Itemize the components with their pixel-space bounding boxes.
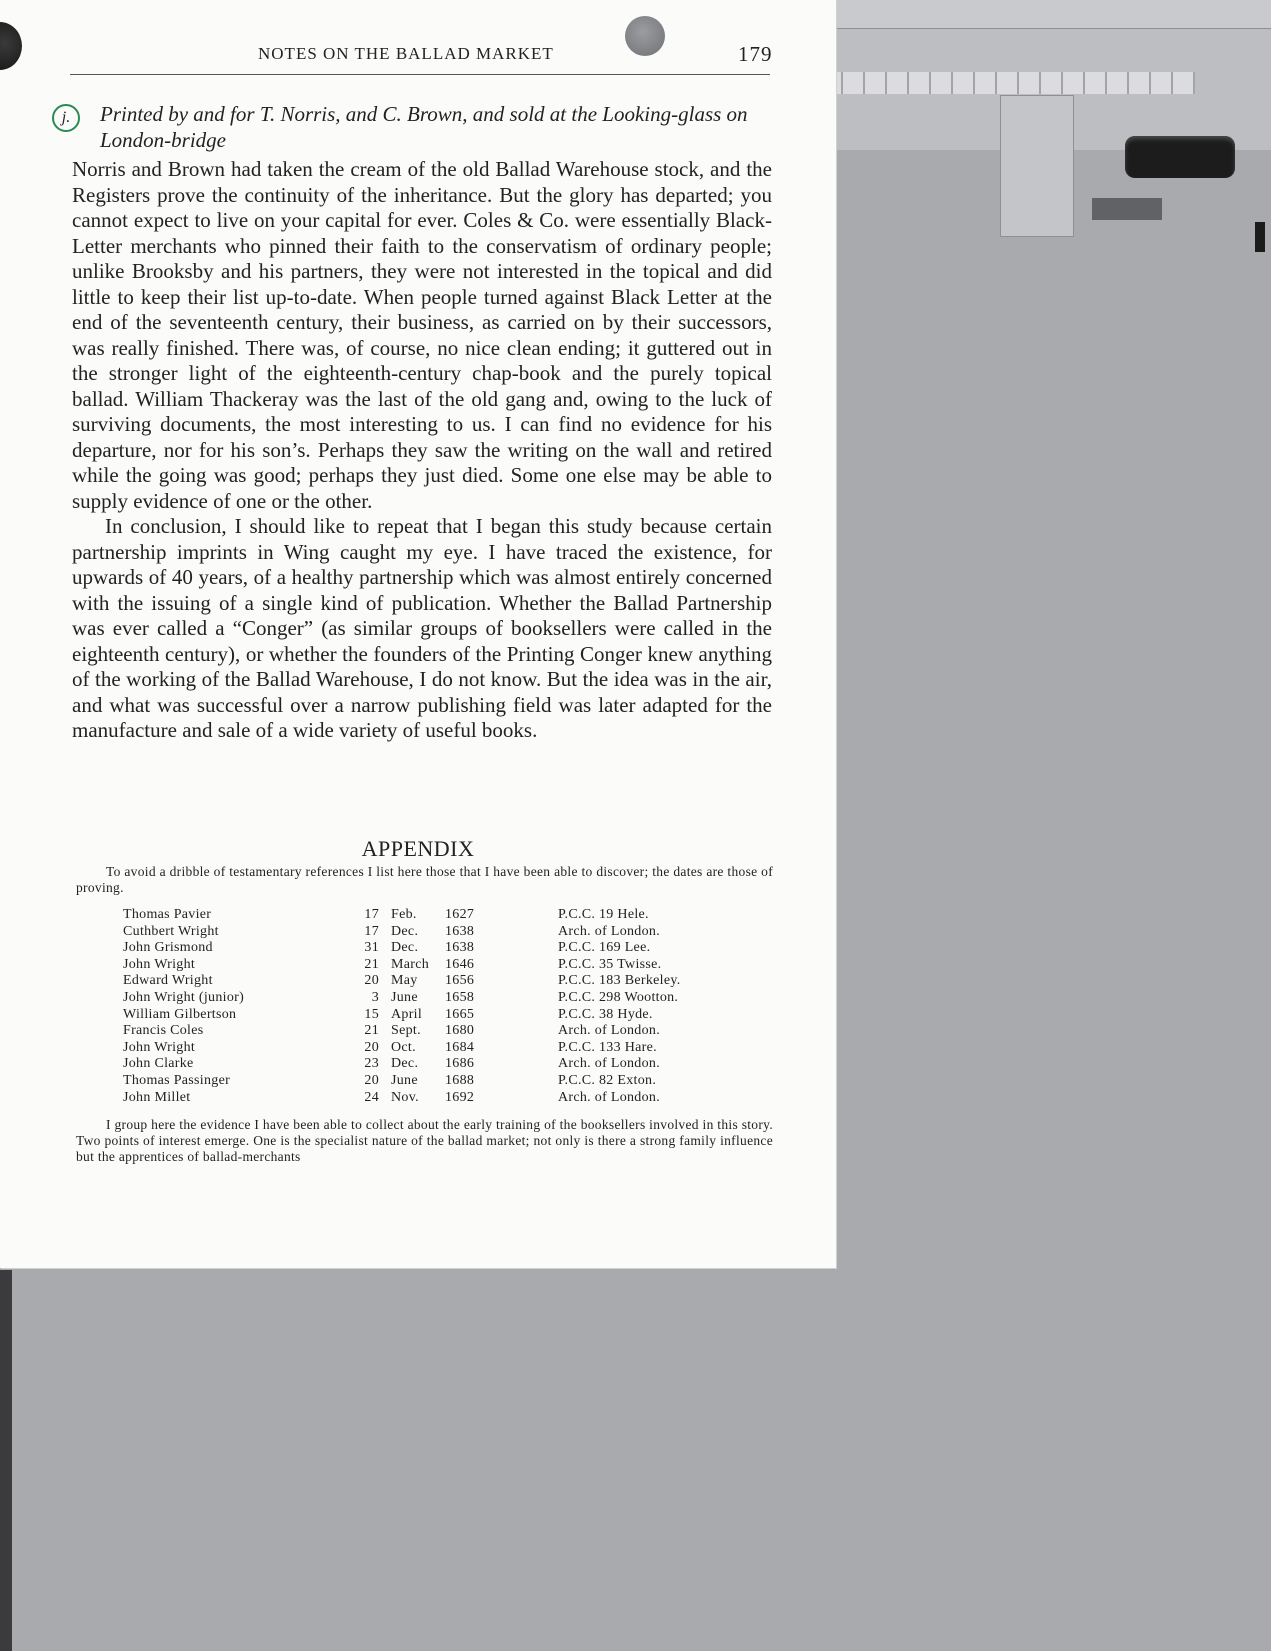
will-day: 17 bbox=[364, 923, 379, 939]
imprint-text: Printed by and for T. Norris, and C. Brown, and sold at the Looking-glass on London-bridge bbox=[100, 102, 748, 152]
will-day: 24 bbox=[364, 1089, 379, 1105]
will-row bbox=[123, 957, 743, 974]
scanner-side-mark bbox=[1255, 222, 1265, 252]
will-day: 21 bbox=[364, 1023, 379, 1039]
running-head-title: NOTES ON THE BALLAD MARKET bbox=[258, 44, 554, 63]
will-name: William Gilbertson bbox=[123, 1006, 237, 1022]
appendix-intro-text: To avoid a dribble of testamentary references I list here those that I have been able to discover; the dates are those of proving. bbox=[76, 864, 773, 895]
will-reference: P.C.C. 19 Hele. bbox=[558, 907, 649, 922]
will-reference: P.C.C. 298 Wootton. bbox=[558, 989, 679, 1005]
will-month: Feb. bbox=[391, 907, 417, 922]
body-text bbox=[72, 157, 772, 744]
scanner-rail-teeth bbox=[835, 72, 1195, 94]
will-month: Dec. bbox=[391, 1056, 419, 1072]
will-day: 3 bbox=[371, 989, 379, 1005]
will-day: 21 bbox=[364, 956, 379, 972]
will-row bbox=[123, 990, 743, 1007]
will-name: John Wright (junior) bbox=[123, 989, 245, 1005]
will-year: 1665 bbox=[445, 1006, 475, 1022]
item-marker: j. bbox=[52, 104, 80, 132]
will-month: Sept. bbox=[391, 1023, 421, 1039]
will-day: 31 bbox=[364, 940, 379, 956]
will-year: 1686 bbox=[445, 1056, 475, 1072]
will-row bbox=[123, 907, 743, 924]
will-month: Nov. bbox=[391, 1089, 419, 1105]
will-year: 1658 bbox=[445, 989, 475, 1005]
will-year: 1680 bbox=[445, 1023, 475, 1039]
scanner-roller bbox=[1125, 136, 1235, 178]
will-year: 1692 bbox=[445, 1089, 475, 1105]
will-reference: Arch. of London. bbox=[558, 923, 660, 939]
will-year: 1638 bbox=[445, 923, 475, 939]
will-month: April bbox=[391, 1006, 423, 1022]
will-row bbox=[123, 940, 743, 957]
will-month: June bbox=[391, 1072, 418, 1088]
will-day: 23 bbox=[364, 1056, 379, 1072]
wills-table bbox=[123, 907, 743, 1106]
will-month: Dec. bbox=[391, 940, 419, 956]
will-reference: P.C.C. 183 Berkeley. bbox=[558, 973, 681, 989]
page-number: 179 bbox=[738, 42, 773, 66]
will-row bbox=[123, 1056, 743, 1073]
will-name: John Clarke bbox=[123, 1056, 194, 1072]
will-month: Dec. bbox=[391, 923, 419, 939]
will-row bbox=[123, 1040, 743, 1057]
will-reference: P.C.C. 169 Lee. bbox=[558, 940, 651, 956]
will-year: 1627 bbox=[445, 907, 475, 922]
punch-hole-left bbox=[0, 22, 22, 70]
paragraph-2: In conclusion, I should like to repeat that I began this study because certain partnership imprints in Wing caught my eye. I have traced the existence, for upwards of 40 years, of a healthy partnership which was almost entirely concerned with the issuing of a single kind of publication. Whether the Ballad Partnership was ever called a “Conger” (as similar groups of booksellers were called in the eighteenth century), or whether the founders of the Printing Conger knew anything of the working of the Ballad Warehouse, I do not know. But the idea was in the air, and what was successful over a narrow publishing field was later adapted for the manufacture and sale of a wide variety of useful books. bbox=[72, 514, 772, 742]
scanner-rail bbox=[828, 0, 1271, 29]
will-month: May bbox=[391, 973, 418, 989]
will-name: Cuthbert Wright bbox=[123, 923, 219, 939]
will-reference: P.C.C. 35 Twisse. bbox=[558, 956, 662, 972]
will-row bbox=[123, 924, 743, 941]
will-day: 17 bbox=[364, 907, 379, 922]
punch-hole-top bbox=[625, 16, 665, 56]
will-reference: Arch. of London. bbox=[558, 1089, 660, 1105]
will-name: Francis Coles bbox=[123, 1023, 204, 1039]
will-row bbox=[123, 1023, 743, 1040]
scanner-latch bbox=[1092, 198, 1162, 220]
will-day: 20 bbox=[364, 1072, 379, 1088]
running-head-rule bbox=[70, 74, 770, 75]
will-name: John Grismond bbox=[123, 940, 213, 956]
will-row bbox=[123, 1007, 743, 1024]
appendix-closing-text: I group here the evidence I have been able to collect about the early training of the booksellers involved in this story. Two points of interest emerge. One is the specialist nature of the ballad market; not only is there a strong family influence but the apprentices of ballad-merchants bbox=[76, 1117, 773, 1164]
appendix-title: APPENDIX bbox=[361, 836, 475, 861]
will-name: John Wright bbox=[123, 956, 196, 972]
will-year: 1638 bbox=[445, 940, 475, 956]
will-name: Edward Wright bbox=[123, 973, 213, 989]
will-name: John Millet bbox=[123, 1089, 191, 1105]
will-day: 15 bbox=[364, 1006, 379, 1022]
will-name: Thomas Pavier bbox=[123, 907, 212, 922]
will-day: 20 bbox=[364, 1039, 379, 1055]
will-year: 1688 bbox=[445, 1072, 475, 1088]
will-reference: Arch. of London. bbox=[558, 1023, 660, 1039]
scanner-edge-shadow bbox=[0, 1270, 12, 1651]
will-month: June bbox=[391, 989, 418, 1005]
will-row bbox=[123, 973, 743, 990]
will-reference: P.C.C. 82 Exton. bbox=[558, 1072, 657, 1088]
will-day: 20 bbox=[364, 973, 379, 989]
will-month: March bbox=[391, 956, 430, 972]
will-reference: Arch. of London. bbox=[558, 1056, 660, 1072]
will-reference: P.C.C. 38 Hyde. bbox=[558, 1006, 653, 1022]
appendix-intro bbox=[76, 864, 773, 896]
will-row bbox=[123, 1073, 743, 1090]
will-year: 1646 bbox=[445, 956, 475, 972]
appendix-closing bbox=[76, 1117, 773, 1165]
paragraph-1: Norris and Brown had taken the cream of the old Ballad Warehouse stock, and the Registers prove the continuity of the inheritance. But the glory has departed; you cannot expect to live on your capital for ever. Coles & Co. were essentially Black-Letter merchants who pinned their faith to the conservatism of ordinary people; unlike Brooksby and his partners, they were not interested in the topical and did little to keep their list up-to-date. When people turned against Black Letter at the end of the seventeenth century, their business, as carried on by their successors, was really finished. There was, of course, no nice clean ending; it guttered out in the stronger light of the eighteenth-century chap-book and the purely topical ballad. William Thackeray was the last of the old gang and, owing to the luck of surviving documents, the most interesting to us. I can find no evidence for his departure, nor for his son’s. Perhaps they saw the writing on the wall and retired while the going was good; perhaps they just died. Some one else may be able to supply evidence of one or the other. bbox=[72, 157, 772, 513]
will-row bbox=[123, 1090, 743, 1107]
will-reference: P.C.C. 133 Hare. bbox=[558, 1039, 657, 1055]
will-name: John Wright bbox=[123, 1039, 196, 1055]
will-month: Oct. bbox=[391, 1039, 416, 1055]
scanner-bracket bbox=[1000, 95, 1074, 237]
will-year: 1684 bbox=[445, 1039, 475, 1055]
will-name: Thomas Passinger bbox=[123, 1072, 231, 1088]
will-year: 1656 bbox=[445, 973, 475, 989]
